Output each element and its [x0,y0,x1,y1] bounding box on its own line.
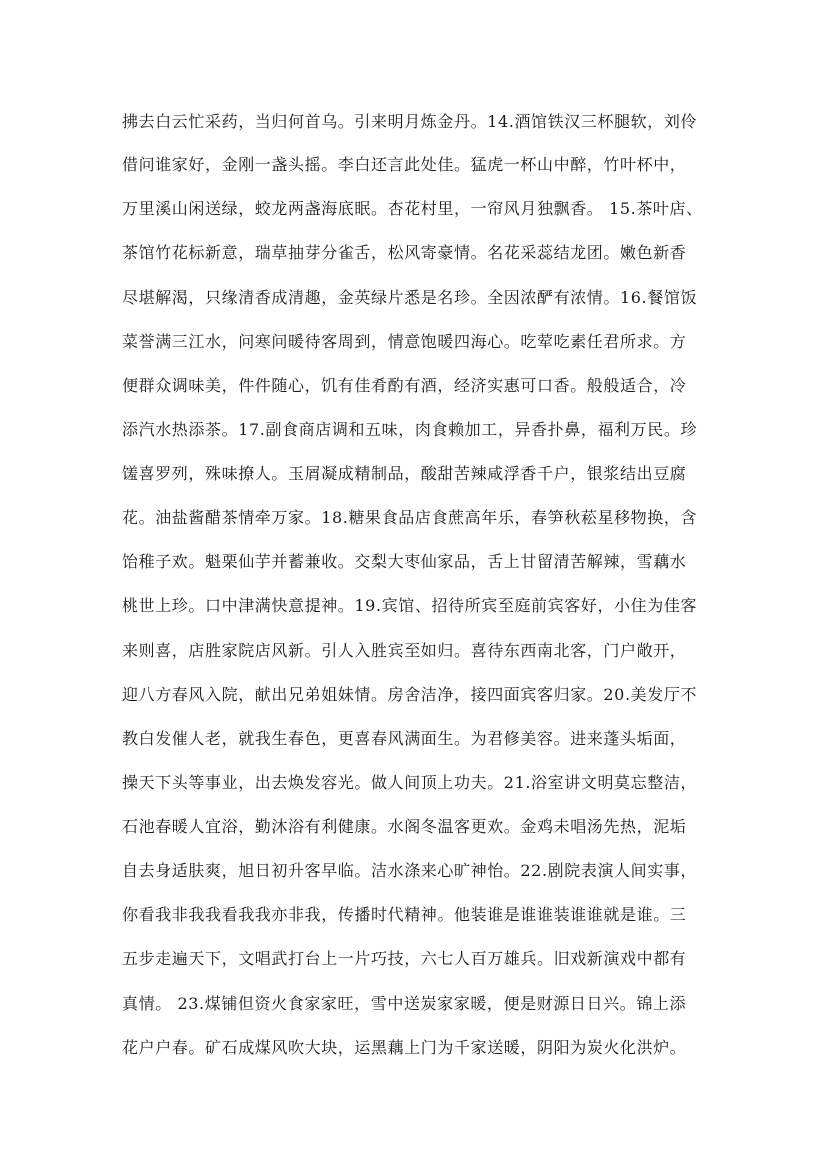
text-line: 桃世上珍。口中津满快意提神。19.宾馆、招待所宾至庭前宾客好，小住为佳客 [122,596,698,615]
text-line: 自去身适肤爽，旭日初升客早临。洁水涤来心旷神怡。22.剧院表演人间实事， [122,861,698,880]
text-line: 来则喜，店胜家院店风新。引人入胜宾至如归。喜待东西南北客，门户敞开， [122,641,687,660]
text-line: 万里溪山闲送绿，蛟龙两盏海底眠。杏花村里，一帘风月独飘香。 15.茶叶店、 [122,199,703,218]
text-line: 拂去白云忙采药，当归何首乌。引来明月炼金丹。14.酒馆铁汉三杯腿软，刘伶 [122,112,698,131]
text-line: 花。油盐酱醋茶情牵万家。18.糖果食品店食蔗高年乐，春笋秋菘星移物换，含 [122,508,698,527]
text-line: 饴稚子欢。魁栗仙芋并蓄兼收。交梨大枣仙家品，舌上甘留清苦解辣，雪藕水 [122,552,687,571]
text-line: 便群众调味美，件件随心，饥有佳肴酌有酒，经济实惠可口香。般般适合，冷 [122,376,687,395]
text-line: 花户户春。矿石成煤风吹大块，运黑藕上门为千家送暖，阴阳为炭火化洪炉。 [122,1038,687,1057]
text-line: 你看我非我我看我我亦非我，传播时代精神。他装谁是谁谁装谁谁就是谁。三 [122,905,687,924]
text-line: 茶馆竹花标新意，瑞草抽芽分雀舌，松风寄豪情。名花采蕊结龙团。嫩色新香 [122,243,687,262]
text-line: 菜誉满三江水，问寒问暖待客周到，情意饱暖四海心。吃荤吃素任君所求。方 [122,332,687,351]
text-line: 借问谁家好，金刚一盏头摇。李白还言此处佳。猛虎一杯山中醉，竹叶杯中， [122,155,687,174]
text-line: 石池春暖人宜浴，勤沐浴有利健康。水阁冬温客更欢。金鸡未唱汤先热，泥垢 [122,817,687,836]
text-line: 迎八方春风入院，献出兄弟姐妹情。房舍洁净，接四面宾客归家。20.美发厅不 [122,685,698,704]
text-line: 馐喜罗列，殊味撩人。玉屑凝成精制品，酸甜苦辣咸浮香千户，银浆结出豆腐 [122,464,687,483]
text-line: 教白发催人老，就我生春色，更喜春风满面生。为君修美容。进来蓬头垢面， [122,729,687,748]
text-line: 尽堪解渴，只缘清香成清趣，金英绿片悉是名珍。全因浓酽有浓情。16.餐馆饭 [122,288,698,307]
text-line: 真情。 23.煤铺但资火食家家旺，雪中送炭家家暖，便是财源日日兴。锦上添 [122,994,687,1013]
text-line: 操天下头等事业，出去焕发容光。做人间顶上功夫。21.浴室讲文明莫忘整洁， [122,773,698,792]
text-line: 五步走遍天下，文唱武打台上一片巧技，六七人百万雄兵。旧戏新演戏中都有 [122,949,687,968]
text-line: 添汽水热添茶。17.副食商店调和五味，肉食赖加工，异香扑鼻，福利万民。珍 [122,420,698,439]
